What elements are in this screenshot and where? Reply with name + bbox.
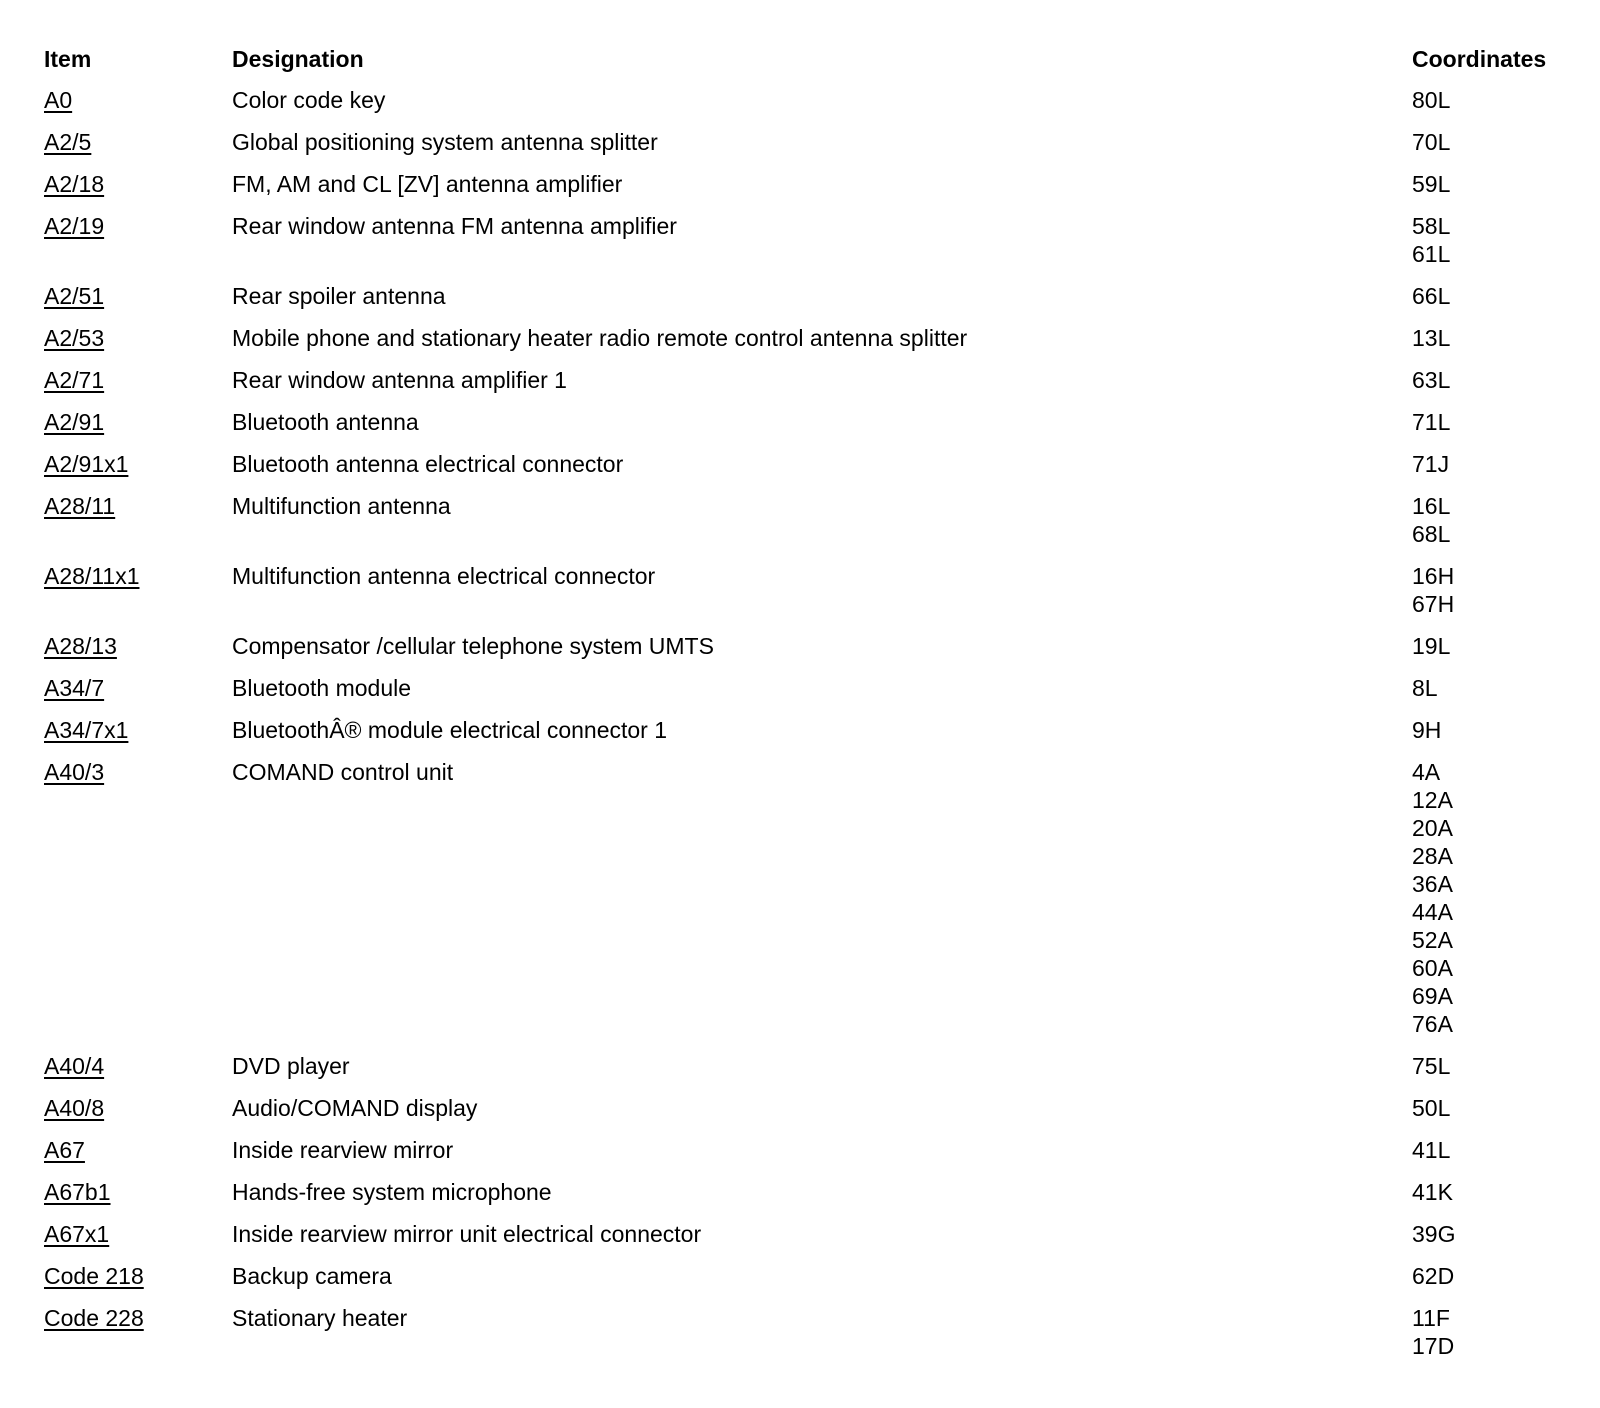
coordinates-cell	[1412, 562, 1554, 618]
item-cell	[44, 1136, 232, 1164]
designation-cell: Multifunction antenna electrical connector	[232, 563, 656, 589]
designation-cell: Color code key	[232, 87, 386, 113]
table-row	[44, 1220, 1554, 1248]
coordinate-value: 39G	[1412, 1221, 1456, 1247]
designation-cell: Rear spoiler antenna	[232, 283, 446, 309]
coordinates-cell	[1412, 324, 1554, 352]
item-cell	[44, 1304, 232, 1332]
designation-cell: DVD player	[232, 1053, 350, 1079]
item-link[interactable]: A2/51	[44, 283, 105, 309]
designation-cell: Multifunction antenna	[232, 493, 451, 519]
table-row	[44, 632, 1554, 660]
coordinate-value: 66L	[1412, 283, 1451, 309]
table-row	[44, 408, 1554, 436]
item-cell	[44, 324, 232, 352]
designation-cell: Bluetooth antenna electrical connector	[232, 451, 624, 477]
coordinate-value: 9H	[1412, 717, 1442, 743]
item-link[interactable]: A2/91	[44, 409, 105, 435]
item-link[interactable]: A67b1	[44, 1179, 111, 1205]
coordinates-cell	[1412, 408, 1554, 436]
item-link[interactable]: A40/4	[44, 1053, 105, 1079]
coordinate-value: 71L	[1412, 409, 1451, 435]
table-row	[44, 212, 1554, 268]
coordinates-cell	[1412, 170, 1554, 198]
table-body	[44, 86, 1554, 1360]
item-cell	[44, 1052, 232, 1080]
item-cell	[44, 1220, 232, 1248]
coordinates-cell	[1412, 366, 1554, 394]
designation-cell: Bluetooth antenna	[232, 409, 419, 435]
coordinate-value: 28A	[1412, 843, 1453, 869]
header-item: Item	[44, 46, 92, 72]
item-link[interactable]: A34/7	[44, 675, 105, 701]
coordinate-value: 80L	[1412, 87, 1451, 113]
coordinates-cell	[1412, 758, 1554, 1038]
table-row	[44, 492, 1554, 548]
coordinate-value: 58L	[1412, 213, 1451, 239]
item-cell	[44, 170, 232, 198]
coordinate-value: 36A	[1412, 871, 1453, 897]
item-cell	[44, 1178, 232, 1206]
item-cell	[44, 408, 232, 436]
coordinate-value: 50L	[1412, 1095, 1451, 1121]
coordinate-value: 75L	[1412, 1053, 1451, 1079]
table-row	[44, 282, 1554, 310]
coordinates-cell	[1412, 1220, 1554, 1248]
item-cell	[44, 450, 232, 478]
table-row	[44, 170, 1554, 198]
coordinates-cell	[1412, 674, 1554, 702]
designation-cell: Compensator /cellular telephone system UMTS	[232, 633, 714, 659]
coordinates-cell	[1412, 492, 1554, 548]
table-row	[44, 716, 1554, 744]
coordinate-value: 63L	[1412, 367, 1451, 393]
designation-cell: Bluetooth module	[232, 675, 412, 701]
coordinates-cell	[1412, 1094, 1554, 1122]
designation-cell: Backup camera	[232, 1263, 392, 1289]
item-link[interactable]: A0	[44, 87, 73, 113]
header-coordinates: Coordinates	[1412, 46, 1547, 72]
item-cell	[44, 366, 232, 394]
coordinate-value: 41L	[1412, 1137, 1451, 1163]
coordinates-cell	[1412, 1262, 1554, 1290]
table-row	[44, 1178, 1554, 1206]
item-link[interactable]: Code 228	[44, 1305, 144, 1331]
table-row	[44, 128, 1554, 156]
table-row	[44, 562, 1554, 618]
item-link[interactable]: A67	[44, 1137, 85, 1163]
coordinate-value: 4A	[1412, 759, 1441, 785]
coordinate-value: 17D	[1412, 1333, 1455, 1359]
designation-cell: FM, AM and CL [ZV] antenna amplifier	[232, 171, 623, 197]
table-row	[44, 758, 1554, 1038]
designation-cell: COMAND control unit	[232, 759, 454, 785]
designation-cell: Inside rearview mirror	[232, 1137, 454, 1163]
coordinate-value: 52A	[1412, 927, 1453, 953]
coordinate-value: 62D	[1412, 1263, 1455, 1289]
item-cell	[44, 716, 232, 744]
coordinate-value: 12A	[1412, 787, 1453, 813]
table-row	[44, 324, 1554, 352]
header-designation: Designation	[232, 46, 364, 72]
table-row	[44, 1052, 1554, 1080]
item-cell	[44, 1262, 232, 1290]
coordinates-cell	[1412, 212, 1554, 268]
table-row	[44, 674, 1554, 702]
coordinate-value: 69A	[1412, 983, 1453, 1009]
item-cell	[44, 674, 232, 702]
coordinates-cell	[1412, 450, 1554, 478]
coordinates-cell	[1412, 282, 1554, 310]
coordinate-value: 8L	[1412, 675, 1438, 701]
table-row	[44, 1094, 1554, 1122]
table-row	[44, 450, 1554, 478]
item-link[interactable]: A67x1	[44, 1221, 110, 1247]
component-legend-table	[44, 44, 1554, 1374]
item-cell	[44, 632, 232, 660]
coordinate-value: 68L	[1412, 521, 1451, 547]
item-cell	[44, 128, 232, 156]
item-link[interactable]: A28/11	[44, 493, 116, 519]
table-row	[44, 1136, 1554, 1164]
coordinate-value: 20A	[1412, 815, 1453, 841]
coordinate-value: 71J	[1412, 451, 1450, 477]
coordinate-value: 59L	[1412, 171, 1451, 197]
coordinates-cell	[1412, 1304, 1554, 1360]
table-header	[44, 44, 1554, 74]
item-cell	[44, 1094, 232, 1122]
designation-cell: Hands-free system microphone	[232, 1179, 552, 1205]
table-row	[44, 1304, 1554, 1360]
designation-cell: BluetoothÂ® module electrical connector 1	[232, 717, 668, 743]
coordinate-value: 16H	[1412, 563, 1455, 589]
coordinates-cell	[1412, 1178, 1554, 1206]
coordinate-value: 76A	[1412, 1011, 1453, 1037]
table-row	[44, 366, 1554, 394]
coordinates-cell	[1412, 86, 1554, 114]
coordinate-value: 70L	[1412, 129, 1451, 155]
item-link[interactable]: A40/3	[44, 759, 105, 785]
item-link[interactable]: A2/19	[44, 213, 105, 239]
item-cell	[44, 758, 232, 786]
designation-cell: Stationary heater	[232, 1305, 408, 1331]
designation-cell: Rear window antenna FM antenna amplifier	[232, 213, 677, 239]
item-link[interactable]: A34/7x1	[44, 717, 129, 743]
coordinates-cell	[1412, 716, 1554, 744]
coordinate-value: 60A	[1412, 955, 1453, 981]
item-cell	[44, 282, 232, 310]
item-link[interactable]: A2/53	[44, 325, 105, 351]
designation-cell: Inside rearview mirror unit electrical connector	[232, 1221, 702, 1247]
designation-cell: Audio/COMAND display	[232, 1095, 478, 1121]
coordinate-value: 19L	[1412, 633, 1451, 659]
designation-cell: Rear window antenna amplifier 1	[232, 367, 567, 393]
coordinates-cell	[1412, 632, 1554, 660]
coordinate-value: 11F	[1412, 1305, 1450, 1331]
table-row	[44, 86, 1554, 114]
item-link[interactable]: A28/11x1	[44, 563, 140, 589]
coordinate-value: 61L	[1412, 241, 1451, 267]
item-cell	[44, 212, 232, 240]
item-cell	[44, 86, 232, 114]
coordinate-value: 67H	[1412, 591, 1455, 617]
item-cell	[44, 492, 232, 520]
item-link[interactable]: A2/18	[44, 171, 105, 197]
designation-cell: Global positioning system antenna splitter	[232, 129, 658, 155]
coordinate-value: 44A	[1412, 899, 1453, 925]
item-link[interactable]: A2/91x1	[44, 451, 129, 477]
item-link[interactable]: Code 218	[44, 1263, 144, 1289]
item-link[interactable]: A28/13	[44, 633, 117, 659]
coordinate-value: 41K	[1412, 1179, 1453, 1205]
item-cell	[44, 562, 232, 590]
item-link[interactable]: A40/8	[44, 1095, 105, 1121]
item-link[interactable]: A2/5	[44, 129, 92, 155]
coordinate-value: 16L	[1412, 493, 1451, 519]
coordinates-cell	[1412, 128, 1554, 156]
item-link[interactable]: A2/71	[44, 367, 105, 393]
coordinate-value: 13L	[1412, 325, 1451, 351]
coordinates-cell	[1412, 1136, 1554, 1164]
table-row	[44, 1262, 1554, 1290]
coordinates-cell	[1412, 1052, 1554, 1080]
designation-cell: Mobile phone and stationary heater radio remote control antenna splitter	[232, 325, 968, 351]
